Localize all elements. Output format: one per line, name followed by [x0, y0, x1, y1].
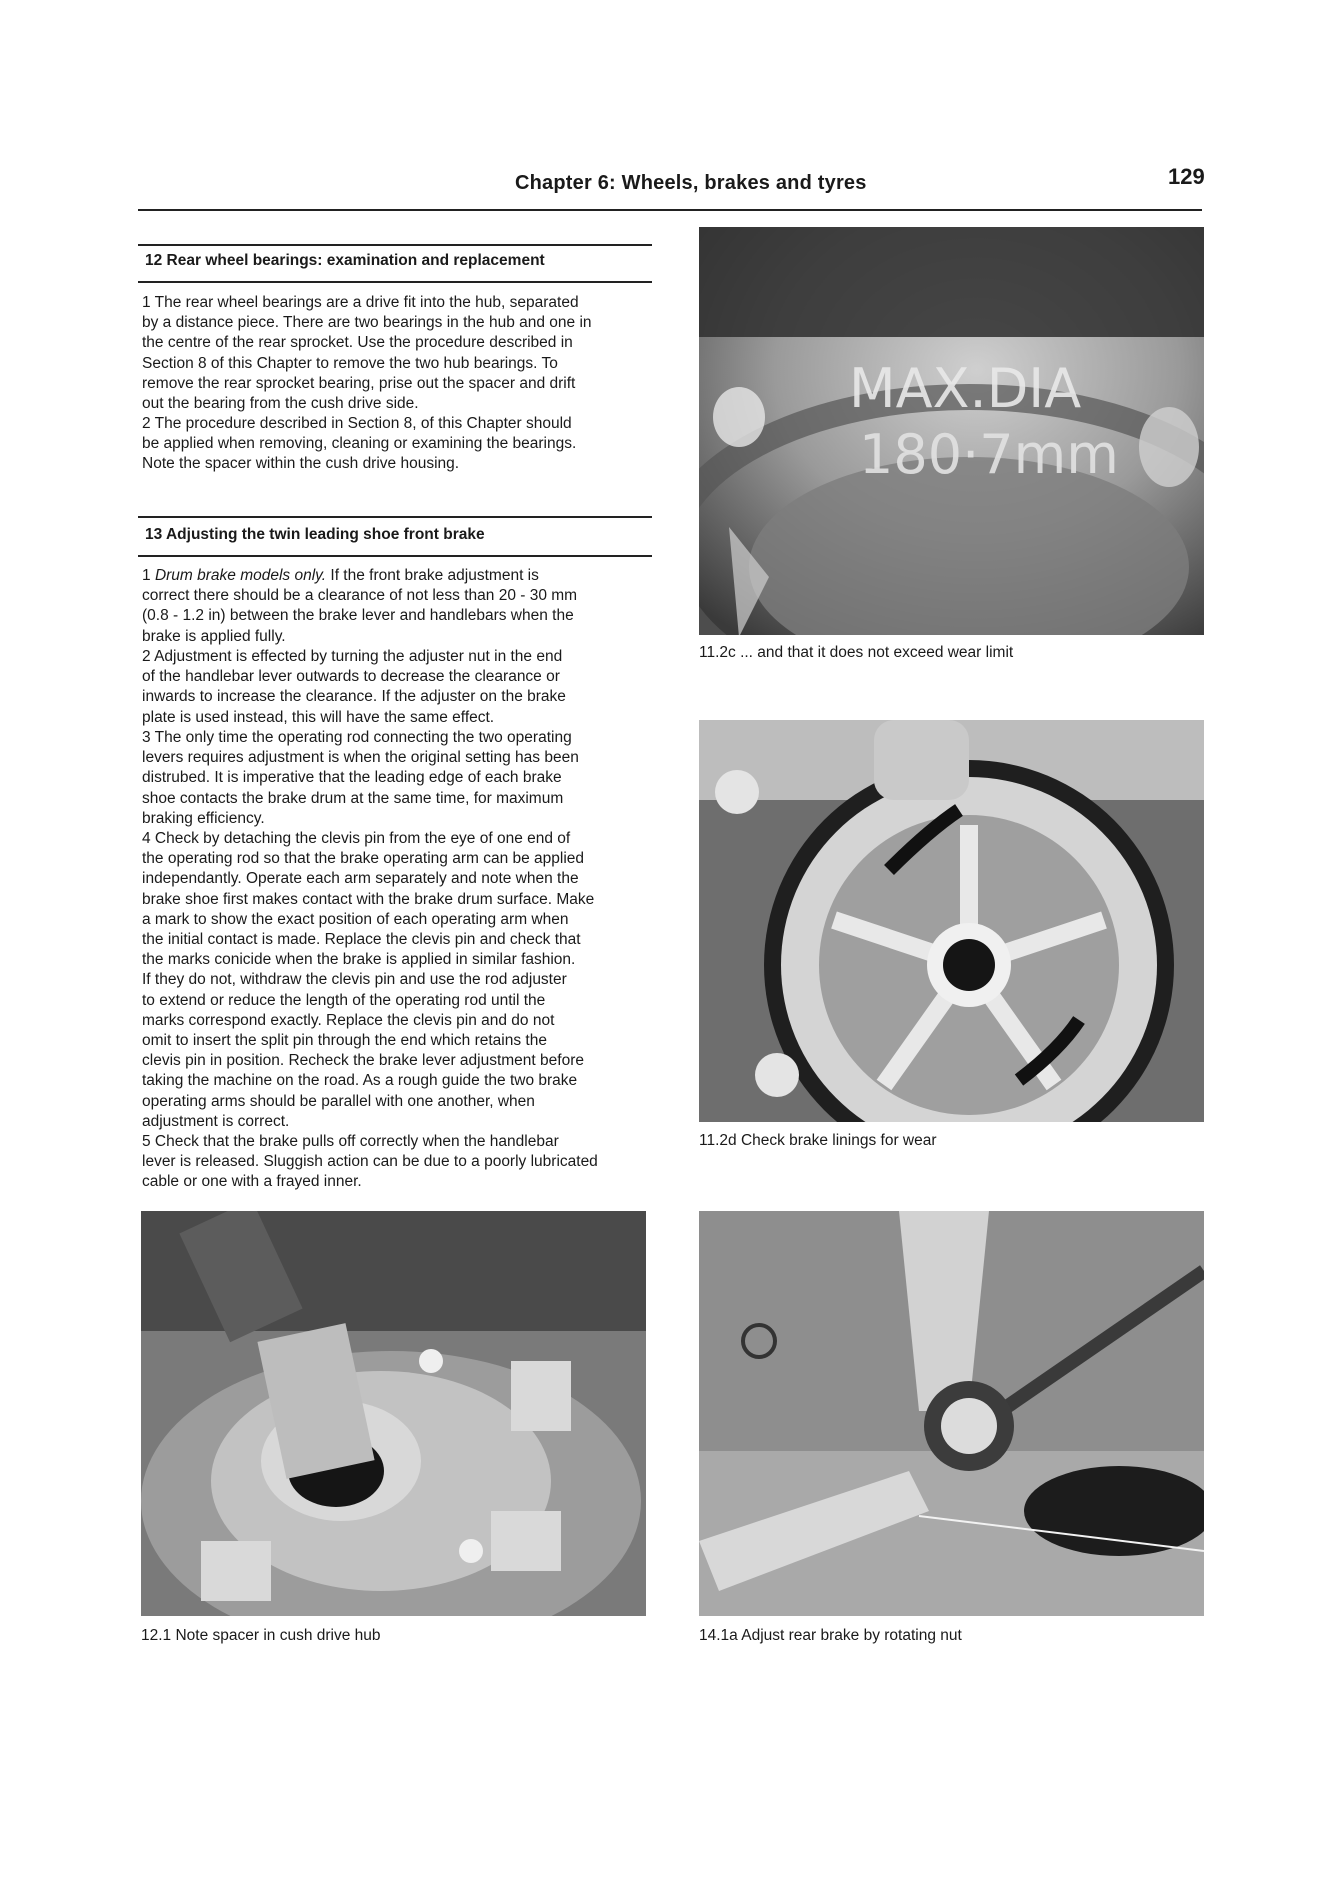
stamp-max-dia: MAX.DIA: [849, 357, 1082, 420]
section-12-paragraph-2: 2 The procedure described in Section 8, of this Chapter should be applied when removing, cleaning or examining the bearings. Note the spacer within the cush drive housing.: [142, 415, 577, 473]
section-12-paragraph-1: 1 The rear wheel bearings are a drive fit into the hub, separated by a distance piece. There are two bearings in the hub and one in the centre of the rear sprocket. Use the procedure described in Section 8 of this Chapter to remove the two hub bearings. To remove the rear sprocket bearing, prise out the spacer and drift out the bearing from the cush drive side.: [142, 294, 592, 413]
header-rule: [138, 209, 1202, 211]
section-13-paragraph-2: 2 Adjustment is effected by turning the adjuster nut in the end of the handlebar lever outwards to decrease the clearance or inwards to increase the clearance. If the adjuster on the brake plate is used instead, this will have the same effect.: [142, 648, 566, 726]
caption-14-1a: 14.1a Adjust rear brake by rotating nut: [699, 1627, 962, 1644]
section-13-title: 13 Adjusting the twin leading shoe front brake: [145, 526, 485, 543]
section-13-bottom-rule: [138, 555, 652, 557]
brake-shoe-illustration: [699, 720, 1204, 1122]
section-13-paragraph-1: [142, 566, 656, 647]
cush-drive-illustration: [141, 1211, 646, 1616]
photo-brake-drum-wear-limit: [699, 227, 1204, 635]
adjuster-illustration: [699, 1211, 1204, 1616]
section-12-bottom-rule: [138, 281, 652, 283]
section-12-title: 12 Rear wheel bearings: examination and replacement: [145, 252, 545, 269]
stamp-diameter-value: 180·7mm: [859, 423, 1119, 486]
paragraph-number: 1: [142, 567, 155, 584]
section-12-top-rule: [138, 244, 652, 246]
page-number: 129: [1168, 164, 1205, 189]
paragraph-text: If the front brake adjustment is correct there should be a clearance of not less than 20 - 30 mm (0.8 - 1.2 in) between the brake lever and handlebars when the brake is applied fully.: [142, 567, 578, 645]
photo-brake-linings: [699, 720, 1204, 1122]
section-13-top-rule: [138, 516, 652, 518]
caption-11-2c: 11.2c ... and that it does not exceed wear limit: [699, 644, 1014, 661]
photo-cush-drive-hub: [141, 1211, 646, 1616]
section-13-paragraph-4: 4 Check by detaching the clevis pin from the eye of one end of the operating rod so that the brake operating arm can be applied independantly. Operate each arm separately and note when the brake shoe first makes contact with the brake drum surface. Make a mark to show the exact position of each operating arm when the initial contact is made. Replace the clevis pin and check that the marks conicide when the brake is applied in similar fashion. If they do not, withdraw the clevis pin and use the rod adjuster to extend or reduce the length of the operating rod until the marks correspond exactly. Replace the clevis pin and do not omit to insert the split pin through the end which retains the clevis pin in position. Recheck the brake lever adjustment before taking the machine on the road. As a rough guide the two brake operating arms should be parallel with one another, when adjustment is correct.: [142, 830, 595, 1130]
section-13-paragraph-5: 5 Check that the brake pulls off correctly when the handlebar lever is released. Sluggish action can be due to a poorly lubricated cable or one with a frayed inner.: [142, 1133, 598, 1191]
caption-12-1: 12.1 Note spacer in cush drive hub: [141, 1627, 381, 1644]
section-13-paragraph-3: 3 The only time the operating rod connecting the two operating levers requires adjustment is when the original setting has been distrubed. It is imperative that the leading edge of each brake shoe contacts the brake drum at the same time, for maximum braking efficiency.: [142, 729, 579, 827]
photo-rear-brake-adjuster: [699, 1211, 1204, 1616]
chapter-title: Chapter 6: Wheels, brakes and tyres: [515, 172, 867, 194]
caption-11-2d: 11.2d Check brake linings for wear: [699, 1132, 937, 1149]
emphasis-drum-brake: Drum brake models only.: [154, 567, 327, 584]
drum-photo-illustration: [699, 227, 1204, 635]
